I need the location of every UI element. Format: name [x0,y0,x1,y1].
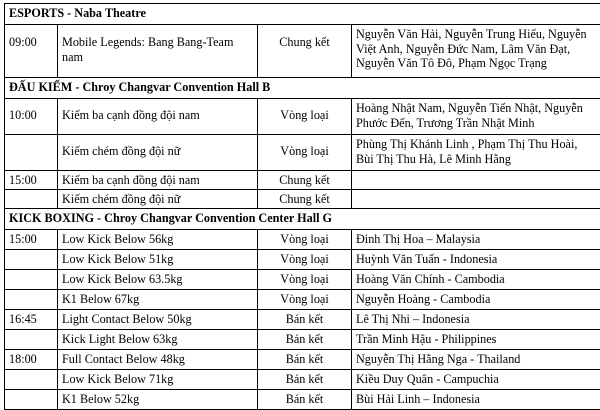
time-cell: 09:00 [5,25,58,78]
section-title: ĐẤU KIẾM - Chroy Changvar Convention Hall B [5,78,600,99]
section-title: KICK BOXING - Chroy Changvar Convention Center Hall G [5,209,600,230]
round-cell: Bán kết [258,350,352,370]
event-cell: Kick Light Below 63kg [58,330,258,350]
time-cell [5,135,58,171]
event-cell: K1 Below 67kg [58,290,258,310]
section-header-fencing [5,78,600,99]
table-row [5,99,600,135]
table-row [5,330,600,350]
time-cell [5,330,58,350]
participants-cell [352,171,600,190]
participants-cell: Nguyễn Văn Hải, Nguyễn Trung Hiếu, Nguyễn Việt Anh, Nguyễn Đức Nam, Lâm Văn Đạt, Nguyễn Văn Tô Đô, Phạm Ngọc Trạng [352,25,600,78]
event-cell: Kiếm chém đồng đội nữ [58,190,258,209]
time-cell: 18:00 [5,350,58,370]
table-row [5,370,600,390]
time-cell [5,290,58,310]
time-cell [5,190,58,209]
event-cell: Light Contact Below 50kg [58,310,258,330]
participants-cell: Huỳnh Văn Tuấn - Indonesia [352,250,600,270]
participants-cell: Nguyễn Hoàng - Cambodia [352,290,600,310]
participants-cell [352,190,600,209]
participants-cell: Nguyễn Thị Hằng Nga - Thailand [352,350,600,370]
round-cell: Chung kết [258,190,352,209]
round-cell: Bán kết [258,310,352,330]
round-cell: Vòng loại [258,290,352,310]
table-row [5,171,600,190]
round-cell: Bán kết [258,370,352,390]
table-row [5,230,600,250]
time-cell [5,370,58,390]
event-cell: Kiếm chém đồng đội nữ [58,135,258,171]
event-cell: Low Kick Below 56kg [58,230,258,250]
event-cell: Mobile Legends: Bang Bang-Team nam [58,25,258,78]
participants-cell: Trần Minh Hậu - Philippines [352,330,600,350]
participants-cell: Bùi Hải Linh – Indonesia [352,390,600,410]
table-row [5,250,600,270]
time-cell: 15:00 [5,171,58,190]
participants-cell: Hoàng Văn Chính - Cambodia [352,270,600,290]
table-row [5,25,600,78]
round-cell: Vòng loại [258,230,352,250]
round-cell: Chung kết [258,171,352,190]
round-cell: Vòng loại [258,250,352,270]
table-row [5,190,600,209]
event-cell: Low Kick Below 63.5kg [58,270,258,290]
table-row [5,135,600,171]
round-cell: Vòng loại [258,99,352,135]
participants-cell: Đinh Thị Hoa – Malaysia [352,230,600,250]
time-cell [5,270,58,290]
table-row [5,310,600,330]
time-cell: 15:00 [5,230,58,250]
schedule-table [4,3,600,410]
table-row [5,270,600,290]
time-cell: 10:00 [5,99,58,135]
table-row [5,350,600,370]
time-cell: 16:45 [5,310,58,330]
table-row [5,290,600,310]
event-cell: Full Contact Below 48kg [58,350,258,370]
section-title: ESPORTS - Naba Theatre [5,4,600,25]
round-cell: Vòng loại [258,135,352,171]
round-cell: Chung kết [258,25,352,78]
round-cell: Bán kết [258,330,352,350]
participants-cell: Phùng Thị Khánh Linh , Phạm Thị Thu Hoài, Bùi Thị Thu Hà, Lê Minh Hằng [352,135,600,171]
participants-cell: Kiều Duy Quân - Campuchia [352,370,600,390]
participants-cell: Hoàng Nhật Nam, Nguyễn Tiến Nhật, Nguyễn Phước Đến, Trương Trần Nhật Minh [352,99,600,135]
event-cell: Kiếm ba cạnh đồng đội nam [58,171,258,190]
section-header-esports [5,4,600,25]
event-cell: K1 Below 52kg [58,390,258,410]
event-cell: Low Kick Below 71kg [58,370,258,390]
round-cell: Vòng loại [258,270,352,290]
round-cell: Bán kết [258,390,352,410]
time-cell [5,250,58,270]
section-header-kickboxing [5,209,600,230]
event-cell: Low Kick Below 51kg [58,250,258,270]
participants-cell: Lê Thị Nhi – Indonesia [352,310,600,330]
event-cell: Kiếm ba cạnh đồng đội nam [58,99,258,135]
